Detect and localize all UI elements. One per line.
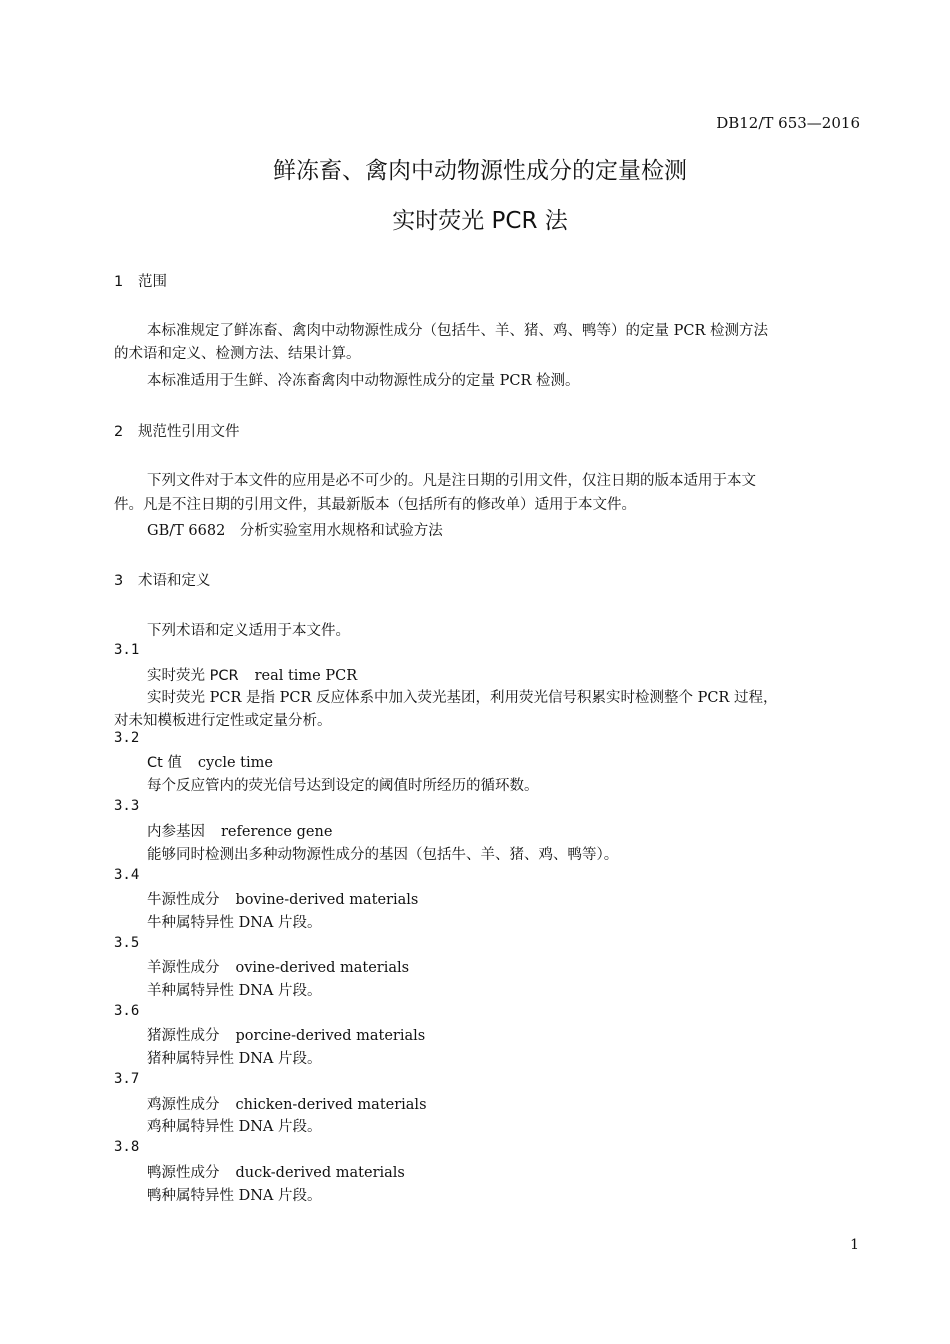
term-definition: 鸭种属特异性 DNA 片段。 (147, 1188, 322, 1204)
section-number: 2 (114, 424, 124, 440)
term-en: duck-derived materials (235, 1165, 405, 1181)
term-entry (147, 888, 418, 909)
term-definition: 能够同时检测出多种动物源性成分的基因（包括牛、羊、猪、鸡、鸭等）。 (147, 847, 619, 863)
section-1-heading (114, 270, 167, 291)
section-number: 1 (114, 274, 124, 290)
term-entry (147, 956, 409, 977)
term-entry (147, 1161, 405, 1182)
clause-number: 3.7 (114, 1071, 140, 1087)
section-title: 规范性引用文件 (138, 424, 240, 440)
paragraph: 本标准适用于生鲜、冷冻畜禽肉中动物源性成分的定量 PCR 检测。 (147, 373, 580, 389)
clause-number: 3.6 (114, 1003, 140, 1019)
term-entry (147, 664, 357, 685)
normative-reference: GB/T 6682 分析实验室用水规格和试验方法 (147, 523, 443, 539)
term-definition: 羊种属特异性 DNA 片段。 (147, 983, 322, 999)
clause-number: 3.1 (114, 642, 140, 658)
term-en: porcine-derived materials (235, 1028, 426, 1044)
clause-number: 3.2 (114, 730, 140, 746)
term-entry (147, 1024, 425, 1045)
clause-number: 3.3 (114, 798, 140, 814)
term-zh: 实时荧光 PCR (147, 668, 239, 684)
paragraph: 本标准规定了鲜冻畜、禽肉中动物源性成分（包括牛、羊、猪、鸡、鸭等）的定量 PCR 检测方法 (147, 323, 768, 339)
term-definition: 鸡种属特异性 DNA 片段。 (147, 1119, 322, 1135)
term-zh: 内参基因 (147, 824, 205, 840)
term-en: bovine-derived materials (235, 892, 419, 908)
section-title: 术语和定义 (138, 573, 211, 589)
term-entry (147, 1093, 427, 1114)
document-title-line1: 鲜冻畜、禽肉中动物源性成分的定量检测 (273, 158, 687, 184)
term-zh: 羊源性成分 (147, 960, 220, 976)
section-2-heading (114, 420, 240, 441)
paragraph: 的术语和定义、检测方法、结果计算。 (114, 346, 361, 362)
clause-number: 3.5 (114, 935, 140, 951)
term-en: cycle time (197, 755, 273, 771)
term-definition: 牛种属特异性 DNA 片段。 (147, 915, 322, 931)
section-3-heading (114, 569, 211, 590)
section-title: 范围 (138, 274, 167, 290)
term-en: chicken-derived materials (235, 1097, 427, 1113)
paragraph: 下列文件对于本文件的应用是必不可少的。凡是注日期的引用文件，仅注日期的版本适用于本文 (147, 473, 756, 489)
term-definition: 实时荧光 PCR 是指 PCR 反应体系中加入荧光基团，利用荧光信号积累实时检测整个 PCR 过程， (147, 690, 778, 706)
term-entry (147, 820, 332, 841)
term-zh: 鸭源性成分 (147, 1165, 220, 1181)
paragraph: 下列术语和定义适用于本文件。 (147, 623, 350, 639)
term-zh: 牛源性成分 (147, 892, 220, 908)
term-zh: Ct 值 (147, 755, 182, 771)
clause-number: 3.4 (114, 867, 140, 883)
term-entry (147, 751, 273, 772)
page-number: 1 (850, 1237, 859, 1253)
paragraph: 件。凡是不注日期的引用文件，其最新版本（包括所有的修改单）适用于本文件。 (114, 497, 636, 513)
document-title-line2: 实时荧光 PCR 法 (392, 208, 568, 234)
term-zh: 猪源性成分 (147, 1028, 220, 1044)
term-en: reference gene (221, 824, 333, 840)
term-en: real time PCR (254, 668, 358, 684)
term-definition: 每个反应管内的荧光信号达到设定的阈值时所经历的循环数。 (147, 778, 539, 794)
term-en: ovine-derived materials (235, 960, 410, 976)
term-definition: 猪种属特异性 DNA 片段。 (147, 1051, 322, 1067)
term-definition: 对未知模板进行定性或定量分析。 (114, 713, 332, 729)
section-number: 3 (114, 573, 124, 589)
document-code: DB12/T 653—2016 (716, 114, 860, 132)
clause-number: 3.8 (114, 1139, 140, 1155)
term-zh: 鸡源性成分 (147, 1097, 220, 1113)
